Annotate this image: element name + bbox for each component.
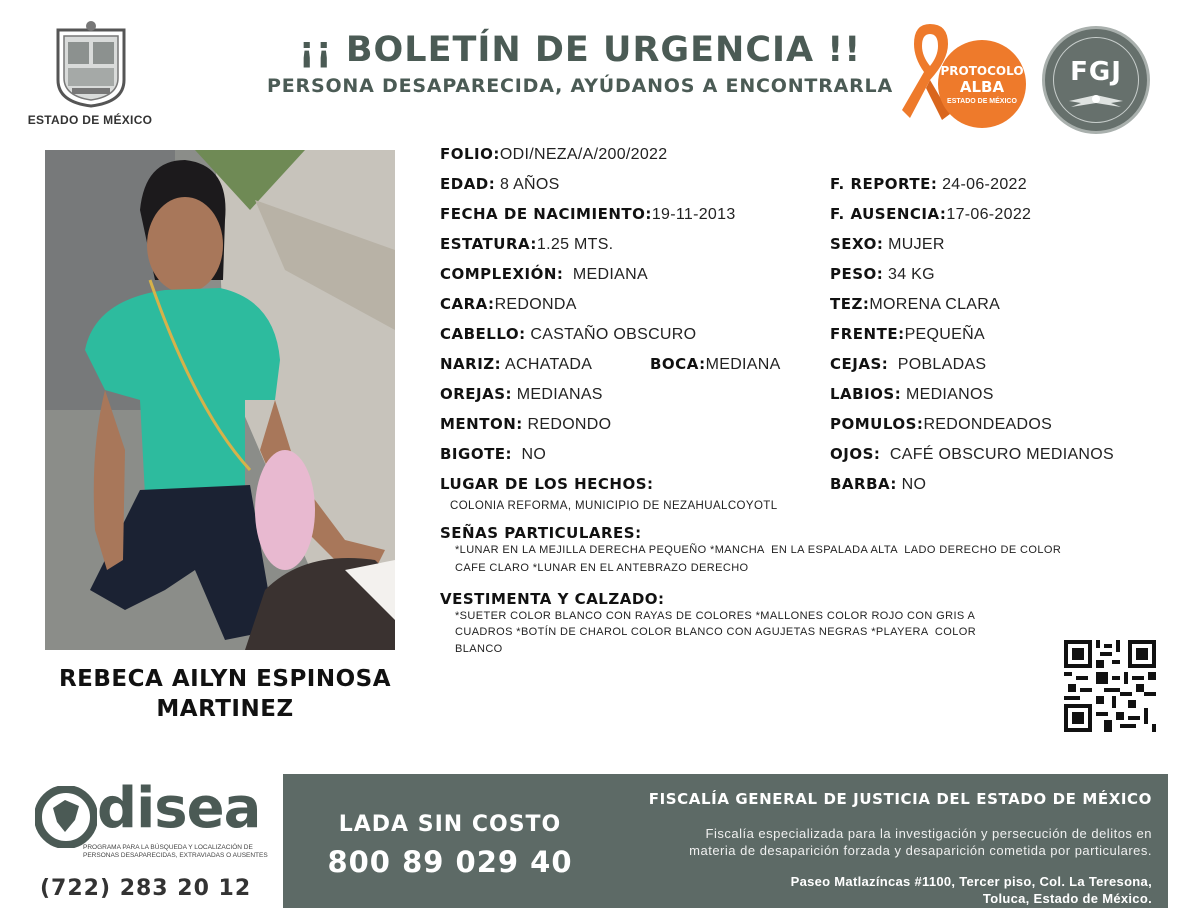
fiscalia-title: FISCALÍA GENERAL DE JUSTICIA DEL ESTADO DE MÉXICO: [648, 790, 1152, 808]
field-value: MEDIANOS: [901, 386, 994, 403]
field-label: EDAD:: [440, 175, 496, 193]
person-name: [20, 664, 430, 724]
field-label: CEJAS:: [830, 355, 889, 373]
field-value: PEQUEÑA: [904, 326, 985, 343]
field-value: REDONDA: [494, 296, 577, 313]
senas-label: SEÑAS PARTICULARES:: [440, 524, 642, 542]
field-value: NO: [896, 476, 927, 493]
field-f-reporte: [830, 175, 1027, 194]
field-value: MEDIANAS: [512, 386, 603, 403]
field-tez: [830, 295, 1000, 314]
field-label: FRENTE:: [830, 325, 905, 343]
field-label: BARBA:: [830, 475, 897, 493]
field-value: MORENA CLARA: [869, 296, 1001, 313]
field-estatura: [440, 235, 613, 254]
field-label: BOCA:: [650, 355, 706, 373]
field-label: BIGOTE:: [440, 445, 513, 463]
missing-person-photo: [45, 150, 395, 650]
estado-de-mexico-seal-icon: [52, 20, 130, 108]
field-complexion: [440, 265, 648, 284]
field-lugar-label: [440, 475, 654, 494]
fiscalia-desc-line-2: materia de desaparición forzada y desaparición cometida por particulares.: [689, 843, 1152, 858]
field-value: 34 KG: [883, 266, 935, 283]
field-label: PESO:: [830, 265, 884, 283]
field-label: CABELLO:: [440, 325, 526, 343]
field-label: TEZ:: [830, 295, 870, 313]
field-value: 1.25 MTS.: [536, 236, 614, 253]
odisea-logo: [35, 776, 275, 872]
field-cabello: [440, 325, 696, 344]
field-label: POMULOS:: [830, 415, 924, 433]
field-barba: [830, 475, 926, 494]
field-boca: [650, 355, 781, 374]
field-value: MEDIANA: [563, 266, 648, 283]
fiscalia-desc-line-1: Fiscalía especializada para la investigación y persecución de delitos en: [705, 826, 1152, 841]
field-value: ACHATADA: [501, 356, 593, 373]
qr-code-icon[interactable]: [1064, 640, 1156, 732]
field-label: COMPLEXIÓN:: [440, 265, 564, 283]
alba-line-1: PROTOCOLO: [940, 64, 1024, 78]
field-pomulos: [830, 415, 1052, 434]
seal-label: ESTADO DE MÉXICO: [27, 113, 153, 127]
address-line-1: Paseo Matlazíncas #1100, Tercer piso, Col. La Teresona,: [790, 874, 1152, 889]
field-label: LUGAR DE LOS HECHOS:: [440, 475, 654, 493]
lada-phone-number: 800 89 029 40: [327, 845, 573, 879]
fgj-logo: [1042, 26, 1150, 134]
senas-line-2: CAFE CLARO *LUNAR EN EL ANTEBRAZO DERECHO: [455, 562, 749, 574]
field-label: FECHA DE NACIMIENTO:: [440, 205, 652, 223]
vestimenta-line-3: BLANCO: [455, 643, 503, 655]
field-sexo: [830, 235, 945, 254]
address-line-2: Toluca, Estado de México.: [982, 891, 1152, 906]
field-lugar-value: COLONIA REFORMA, MUNICIPIO DE NEZAHUALCOYOTL: [450, 500, 778, 512]
fgj-logo-text: FGJ: [1070, 57, 1122, 87]
odisea-phone: (722) 283 20 12: [40, 876, 252, 901]
field-value: 8 AÑOS: [495, 176, 560, 193]
field-value: MUJER: [883, 236, 945, 253]
fgj-wings-icon: [1067, 91, 1125, 109]
vestimenta-label: VESTIMENTA Y CALZADO:: [440, 590, 665, 608]
protocolo-alba-logo: [900, 22, 1030, 132]
field-label: CARA:: [440, 295, 495, 313]
field-cejas: [830, 355, 986, 374]
alba-line-2: ALBA: [959, 78, 1005, 96]
field-label: SEXO:: [830, 235, 884, 253]
field-orejas: [440, 385, 603, 404]
field-value: MEDIANA: [705, 356, 781, 373]
alba-badge: [938, 40, 1026, 128]
field-label: NARIZ:: [440, 355, 502, 373]
field-cara: [440, 295, 577, 314]
senas-line-1: *LUNAR EN LA MEJILLA DERECHA PEQUEÑO *MANCHA EN LA ESPALADA ALTA LADO DERECHO DE COLOR: [455, 544, 1062, 556]
person-name-line-2: MARTINEZ: [156, 696, 294, 722]
field-frente: [830, 325, 985, 344]
odisea-wordmark: disea: [97, 776, 261, 841]
field-label: OREJAS:: [440, 385, 513, 403]
field-f-ausencia: [830, 205, 1031, 224]
field-labios: [830, 385, 994, 404]
alba-line-3: ESTADO DE MÉXICO: [947, 98, 1017, 105]
field-label: ESTATURA:: [440, 235, 537, 253]
field-label: FOLIO:: [440, 145, 500, 163]
field-value: CAFÉ OBSCURO MEDIANOS: [880, 446, 1114, 463]
fiscalia-description: [600, 825, 1152, 859]
field-value: REDONDEADOS: [923, 416, 1053, 433]
field-value: NO: [512, 446, 547, 463]
field-menton: [440, 415, 611, 434]
fiscalia-address: [600, 873, 1152, 907]
odisea-map-pin-icon: [35, 786, 97, 848]
vestimenta-line-1: *SUETER COLOR BLANCO CON RAYAS DE COLORES *MALLONES COLOR ROJO CON GRIS A: [455, 610, 976, 622]
field-edad: [440, 175, 560, 194]
field-ojos: [830, 445, 1114, 464]
bulletin-title: ¡¡ BOLETÍN DE URGENCIA !!: [298, 30, 862, 70]
bulletin-subtitle: PERSONA DESAPARECIDA, AYÚDANOS A ENCONTRARLA: [267, 75, 893, 97]
field-value: POBLADAS: [888, 356, 987, 373]
field-folio: [440, 145, 667, 164]
vestimenta-line-2: CUADROS *BOTÍN DE CHAROL COLOR BLANCO CON AGUJETAS NEGRAS *PLAYERA COLOR: [455, 626, 977, 638]
field-peso: [830, 265, 935, 284]
person-name-line-1: REBECA AILYN ESPINOSA: [58, 666, 392, 692]
field-bigote: [440, 445, 546, 464]
field-value: REDONDO: [522, 416, 612, 433]
field-value: CASTAÑO OBSCURO: [525, 326, 697, 343]
field-label: F. REPORTE:: [830, 175, 938, 193]
field-label: F. AUSENCIA:: [830, 205, 947, 223]
field-value: 24-06-2022: [937, 176, 1027, 193]
field-value: 19-11-2013: [651, 206, 736, 223]
field-fecha-nacimiento: [440, 205, 736, 224]
field-nariz: [440, 355, 592, 374]
field-value: 17-06-2022: [946, 206, 1032, 223]
field-label: LABIOS:: [830, 385, 902, 403]
field-label: OJOS:: [830, 445, 881, 463]
lada-label: LADA SIN COSTO: [338, 812, 562, 837]
field-label: MENTON:: [440, 415, 523, 433]
odisea-subtitle: PROGRAMA PARA LA BÚSQUEDA Y LOCALIZACIÓN DE PERSONAS DESAPARECIDAS, EXTRAVIADAS O AUSENTES: [83, 844, 268, 859]
field-value: ODI/NEZA/A/200/2022: [499, 146, 668, 163]
